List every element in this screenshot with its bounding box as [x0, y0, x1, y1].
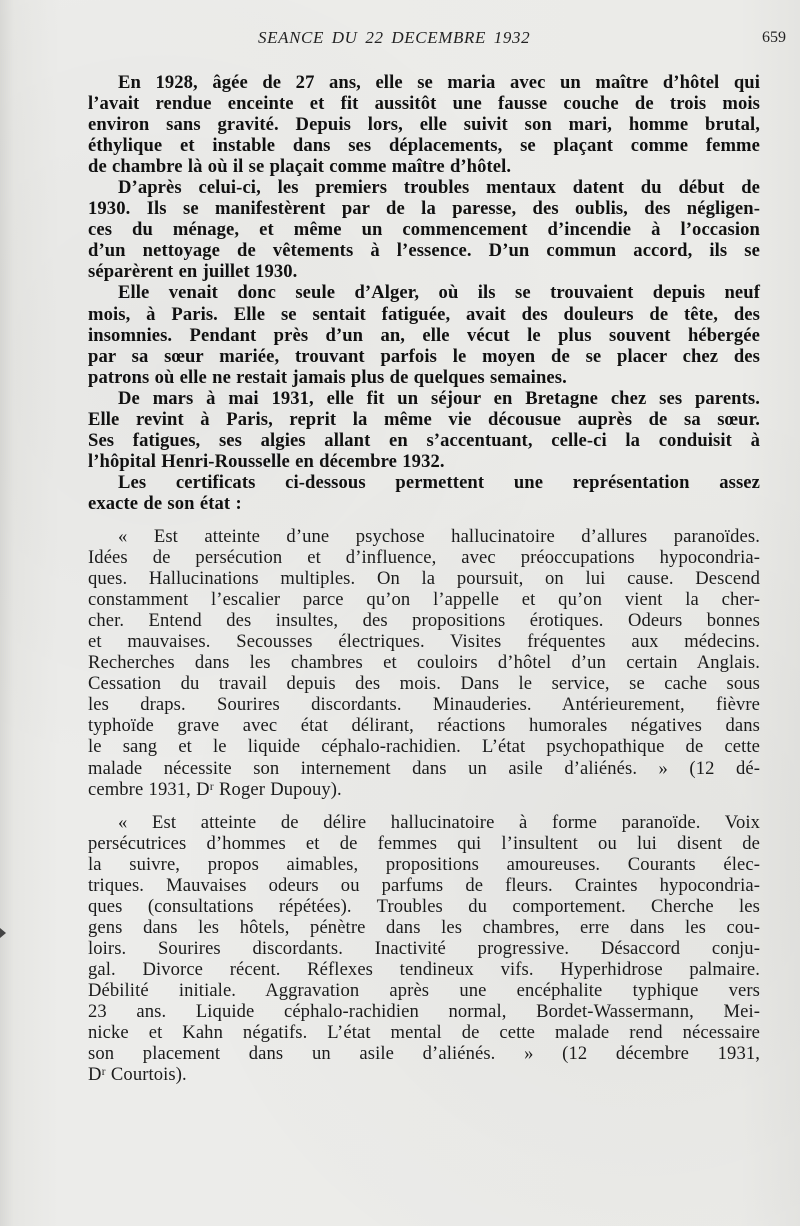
text-line: par sa sœur mariée, trouvant parfois le moyen de se placer chez des	[88, 345, 760, 367]
text-line: l’avait rendue enceinte et fit aussitôt une fausse couche de trois mois	[88, 93, 760, 115]
text-line: Débilité initiale. Aggravation après une encéphalite typhique vers	[88, 979, 760, 1001]
text-line: mois, à Paris. Elle se sentait fatiguée, avait des douleurs de tête, des	[88, 303, 760, 325]
paragraph-alger	[88, 282, 760, 387]
text-line: Idées de persécution et d’influence, avec préoccupations hypocondria-	[88, 547, 760, 569]
text-line: En 1928, âgée de 27 ans, elle se maria avec un maître d’hôtel qui	[118, 72, 760, 93]
text-line: la suivre, propos aimables, propositions amoureuses. Courants élec-	[88, 853, 760, 875]
text-line: « Est atteinte d’une psychose hallucinatoire d’allures paranoïdes.	[118, 525, 760, 547]
running-title: SEANCE DU 22 DECEMBRE 1932	[258, 28, 531, 47]
text-line: Elle venait donc seule d’Alger, où ils se trouvaient depuis neuf	[118, 282, 760, 304]
spacer	[88, 800, 760, 812]
text-line: 1930. Ils se manifestèrent par de la paresse, des oublis, des négligen-	[88, 198, 760, 220]
text-line: loirs. Sourires discordants. Inactivité progressive. Désaccord conju-	[88, 937, 760, 959]
text-line: séparèrent en juillet 1930.	[88, 261, 298, 283]
text-line: Dʳ Courtois).	[88, 1064, 187, 1086]
paragraph-certificats-intro	[88, 472, 760, 514]
text-line: nicke et Kahn négatifs. L’état mental de cette malade rend nécessaire	[88, 1022, 760, 1044]
text-line: le sang et le liquide céphalo-rachidien. L’état psychopathique de cette	[88, 736, 760, 758]
text-line: ces du ménage, et même un commencement d’incendie à l’occasion	[88, 219, 760, 241]
text-line: de chambre là où il se plaçait comme maître d’hôtel.	[88, 156, 512, 178]
text-line: cher. Entend des insultes, des propositions érotiques. Odeurs bonnes	[88, 610, 760, 632]
text-line: Cessation du travail depuis des mois. Dans le service, se cache sous	[88, 673, 760, 695]
text-line: Elle revint à Paris, reprit la même vie décousue auprès de sa sœur.	[88, 408, 760, 430]
text-line: Les certificats ci-dessous permettent une représentation assez	[118, 471, 760, 493]
text-line: insomnies. Pendant près d’un an, elle vécut le plus souvent hébergée	[88, 324, 760, 346]
text-line: environ sans gravité. Depuis lors, elle suivit son mari, homme brutal,	[88, 114, 760, 136]
paragraph-bretagne	[88, 388, 760, 472]
certificate-dupouy	[88, 526, 760, 800]
text-line: patrons où elle ne restait jamais plus de quelques semaines.	[88, 366, 567, 388]
certificate-courtois	[88, 812, 760, 1086]
text-line: persécutrices d’hommes et de femmes qui l’insultent ou lui disent de	[88, 832, 760, 854]
text-line: exacte de son état :	[88, 492, 242, 514]
margin-mark-icon	[0, 928, 6, 938]
text-line: De mars à mai 1931, elle fit un séjour en Bretagne chez ses parents.	[118, 387, 760, 409]
text-line: triques. Mauvaises odeurs ou parfums de fleurs. Craintes hypocondria-	[88, 874, 760, 896]
text-line: D’après celui-ci, les premiers troubles mentaux datent du début de	[118, 177, 760, 199]
text-line: ques (consultations répétées). Troubles du comportement. Cherche les	[88, 895, 760, 917]
text-line: les draps. Sourires discordants. Minauderies. Antérieurement, fièvre	[88, 694, 760, 716]
text-line: Recherches dans les chambres et couloirs d’hôtel d’un certain Anglais.	[88, 652, 760, 674]
text-line: d’un nettoyage de vêtements à l’essence. D’un commun accord, ils se	[88, 240, 760, 262]
text-line: ques. Hallucinations multiples. On la poursuit, on lui cause. Descend	[88, 568, 760, 590]
page-number: 659	[762, 29, 786, 46]
text-line: l’hôpital Henri-Rousselle en décembre 1932.	[88, 450, 445, 472]
text-line: et mauvaises. Secousses électriques. Visites fréquentes aux médecins.	[88, 631, 760, 653]
text-line: Ses fatigues, ses algies allant en s’accentuant, celle-ci la conduisit à	[88, 429, 760, 451]
running-head	[0, 28, 800, 52]
paragraph-first-troubles	[88, 177, 760, 282]
text-line: gal. Divorce récent. Réflexes tendineux vifs. Hyperhidrose palmaire.	[88, 958, 760, 980]
text-line: éthylique et instable dans ses déplacements, se plaçant comme femme	[88, 135, 760, 157]
text-line: « Est atteinte de délire hallucinatoire à forme paranoïde. Voix	[118, 811, 760, 833]
text-line: constamment l’escalier parce qu’on l’appelle et qu’on vient la cher-	[88, 589, 760, 611]
text-line: gens dans les hôtels, pénètre dans les chambres, erre dans les cou-	[88, 916, 760, 938]
text-line: typhoïde grave avec état délirant, réactions humorales négatives dans	[88, 715, 760, 737]
text-line: cembre 1931, Dʳ Roger Dupouy).	[88, 778, 342, 800]
text-line: malade nécessite son internement dans un asile d’aliénés. » (12 dé-	[88, 757, 760, 779]
body-text	[88, 72, 760, 1085]
text-line: 23 ans. Liquide céphalo-rachidien normal, Bordet-Wassermann, Mei-	[88, 1001, 760, 1023]
text-line: son placement dans un asile d’aliénés. » (12 décembre 1931,	[88, 1043, 760, 1065]
spacer	[88, 514, 760, 526]
paragraph-marriage	[88, 72, 760, 177]
